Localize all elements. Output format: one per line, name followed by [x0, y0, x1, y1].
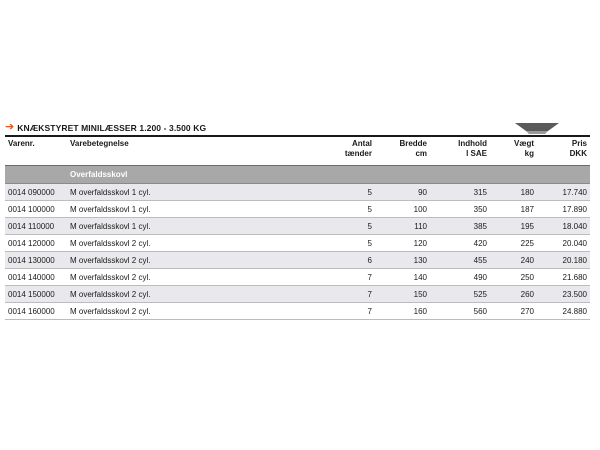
product-table	[5, 137, 590, 320]
cell-indhold: 420	[430, 235, 490, 252]
cell-vaegt: 250	[490, 269, 537, 286]
cell-antal-taender: 5	[325, 184, 375, 201]
section-title-bar	[5, 120, 590, 137]
cell-varebetegnelse: M overfaldsskovl 1 cyl.	[67, 218, 325, 235]
cell-vaegt: 180	[490, 184, 537, 201]
cell-bredde: 110	[375, 218, 430, 235]
cell-bredde: 140	[375, 269, 430, 286]
cell-vaegt: 225	[490, 235, 537, 252]
table-row	[5, 235, 590, 252]
cell-varebetegnelse: M overfaldsskovl 2 cyl.	[67, 303, 325, 320]
cell-pris: 17.890	[537, 201, 590, 218]
cell-pris: 23.500	[537, 286, 590, 303]
cell-antal-taender: 5	[325, 235, 375, 252]
header-vaegt: Vægt kg	[490, 137, 537, 166]
cell-varenr: 0014 150000	[5, 286, 67, 303]
cell-pris: 17.740	[537, 184, 590, 201]
table-row	[5, 269, 590, 286]
cell-varenr: 0014 120000	[5, 235, 67, 252]
cell-antal-taender: 6	[325, 252, 375, 269]
cell-varenr: 0014 110000	[5, 218, 67, 235]
cell-varenr: 0014 090000	[5, 184, 67, 201]
cell-pris: 18.040	[537, 218, 590, 235]
cell-varenr: 0014 140000	[5, 269, 67, 286]
section-title: KNÆKSTYRET MINILÆSSER 1.200 - 3.500 KG	[17, 122, 207, 133]
cell-vaegt: 260	[490, 286, 537, 303]
cell-vaegt: 187	[490, 201, 537, 218]
cell-varebetegnelse: M overfaldsskovl 1 cyl.	[67, 184, 325, 201]
cell-pris: 24.880	[537, 303, 590, 320]
table-row	[5, 303, 590, 320]
cell-bredde: 90	[375, 184, 430, 201]
cell-bredde: 160	[375, 303, 430, 320]
cell-indhold: 455	[430, 252, 490, 269]
table-row	[5, 286, 590, 303]
cell-vaegt: 270	[490, 303, 537, 320]
cell-varenr: 0014 160000	[5, 303, 67, 320]
cell-antal-taender: 5	[325, 218, 375, 235]
header-varenr: Varenr.	[5, 137, 67, 166]
cell-indhold: 490	[430, 269, 490, 286]
table-row	[5, 218, 590, 235]
cell-varebetegnelse: M overfaldsskovl 2 cyl.	[67, 269, 325, 286]
cell-bredde: 100	[375, 201, 430, 218]
cell-varebetegnelse: M overfaldsskovl 2 cyl.	[67, 286, 325, 303]
cell-pris: 20.040	[537, 235, 590, 252]
cell-varenr: 0014 130000	[5, 252, 67, 269]
cell-varebetegnelse: M overfaldsskovl 2 cyl.	[67, 252, 325, 269]
cell-indhold: 350	[430, 201, 490, 218]
cell-indhold: 560	[430, 303, 490, 320]
cell-antal-taender: 5	[325, 201, 375, 218]
header-bredde: Bredde cm	[375, 137, 430, 166]
header-antal-taender: Antal tænder	[325, 137, 375, 166]
group-label: Overfaldsskovl	[67, 166, 590, 184]
cell-vaegt: 195	[490, 218, 537, 235]
cell-pris: 21.680	[537, 269, 590, 286]
cell-antal-taender: 7	[325, 269, 375, 286]
table-row	[5, 184, 590, 201]
cell-pris: 20.180	[537, 252, 590, 269]
arrow-right-icon: ➔	[5, 121, 15, 133]
cell-bredde: 120	[375, 235, 430, 252]
group-header-row	[5, 166, 590, 184]
table-row	[5, 252, 590, 269]
cell-indhold: 525	[430, 286, 490, 303]
cell-indhold: 385	[430, 218, 490, 235]
cell-bredde: 130	[375, 252, 430, 269]
cell-varebetegnelse: M overfaldsskovl 2 cyl.	[67, 235, 325, 252]
header-pris: Pris DKK	[537, 137, 590, 166]
tab-decoration	[515, 123, 559, 135]
table-row	[5, 201, 590, 218]
header-indhold: Indhold l SAE	[430, 137, 490, 166]
cell-bredde: 150	[375, 286, 430, 303]
header-varebetegnelse: Varebetegnelse	[67, 137, 325, 166]
cell-antal-taender: 7	[325, 286, 375, 303]
cell-varenr: 0014 100000	[5, 201, 67, 218]
cell-indhold: 315	[430, 184, 490, 201]
price-table-section	[5, 120, 590, 320]
table-header-row	[5, 137, 590, 166]
cell-antal-taender: 7	[325, 303, 375, 320]
cell-vaegt: 240	[490, 252, 537, 269]
cell-varebetegnelse: M overfaldsskovl 1 cyl.	[67, 201, 325, 218]
